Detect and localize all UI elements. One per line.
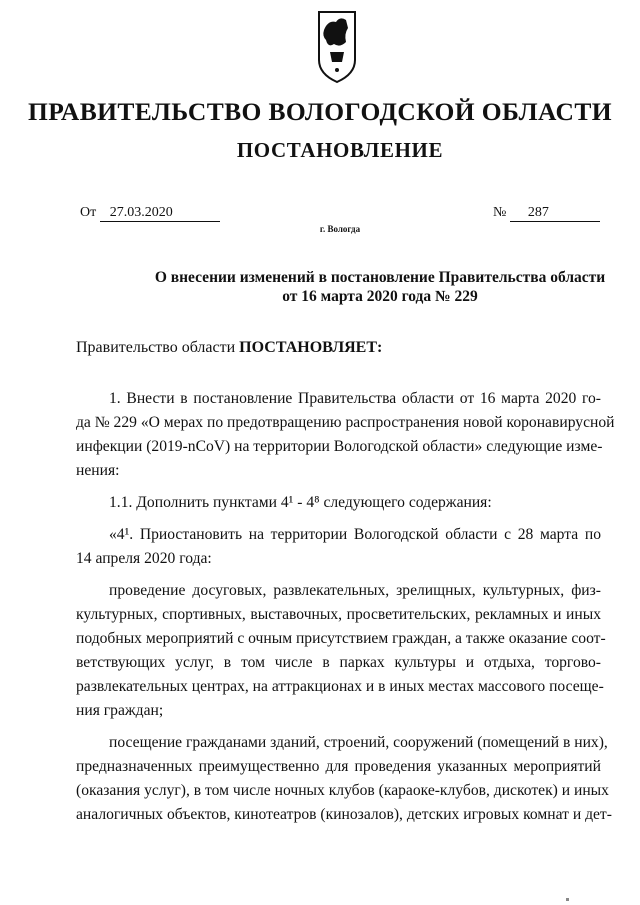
body-line: подобных мероприятий с очным присутствием граждан, а также оказание соот- <box>76 630 606 647</box>
number-value: 287 <box>510 205 600 222</box>
document-subject <box>80 268 640 306</box>
date-value: 27.03.2020 <box>100 205 220 222</box>
number-prefix: № <box>493 205 507 220</box>
body-line: 1.1. Дополнить пунктами 4¹ - 4⁸ следующего содержания: <box>109 494 492 511</box>
decree-keyword: ПОСТАНОВЛЯЕТ: <box>239 339 383 356</box>
scan-speck <box>566 898 569 901</box>
body-line: аналогичных объектов, кинотеатров (кинозалов), детских игровых комнат и дет- <box>76 806 612 823</box>
decree-prefix: Правительство области <box>76 339 236 356</box>
document-date <box>80 205 220 222</box>
body-line: проведение досуговых, развлекательных, зрелищных, культурных, физ- <box>109 582 601 599</box>
body-line: ния граждан; <box>76 702 164 719</box>
body-line: инфекции (2019-nCoV) на территории Вологодской области» следующие изме- <box>76 438 603 455</box>
government-title: ПРАВИТЕЛЬСТВО ВОЛОГОДСКОЙ ОБЛАСТИ <box>27 97 613 126</box>
document-type: ПОСТАНОВЛЕНИЕ <box>236 138 444 162</box>
subject-line: от 16 марта 2020 года № 229 <box>282 288 478 305</box>
body-line: нения: <box>76 462 120 479</box>
city-label: г. Вологда <box>319 224 361 234</box>
body-line: да № 229 «О мерах по предотвращению распространения новой коронавирусной <box>76 414 615 431</box>
body-line: развлекательных центрах, на аттракционах и в иных местах массового посеще- <box>76 678 604 695</box>
subject-line: О внесении изменений в постановление Правительства области <box>154 269 606 286</box>
document-body <box>76 387 615 827</box>
coat-of-arms-icon <box>316 8 358 84</box>
body-line: «4¹. Приостановить на территории Вологодской области с 28 марта по <box>109 526 601 543</box>
body-line: ветствующих услуг, в том числе в парках культуры и отдыха, торгово- <box>76 654 601 671</box>
body-line: культурных, спортивных, выставочных, просветительских, рекламных и иных <box>76 606 601 623</box>
body-line: предназначенных преимущественно для проведения указанных мероприятий <box>76 758 601 775</box>
date-prefix: От <box>80 205 97 220</box>
body-line: 1. Внести в постановление Правительства области от 16 марта 2020 го- <box>109 390 601 407</box>
body-line: 14 апреля 2020 года: <box>76 550 212 567</box>
body-line: посещение гражданами зданий, строений, сооружений (помещений в них), <box>109 734 608 751</box>
body-line: (оказания услуг), в том числе ночных клубов (караоке-клубов, дискотек) и иных <box>76 782 609 799</box>
decree-statement <box>76 339 382 357</box>
document-number <box>493 205 600 222</box>
